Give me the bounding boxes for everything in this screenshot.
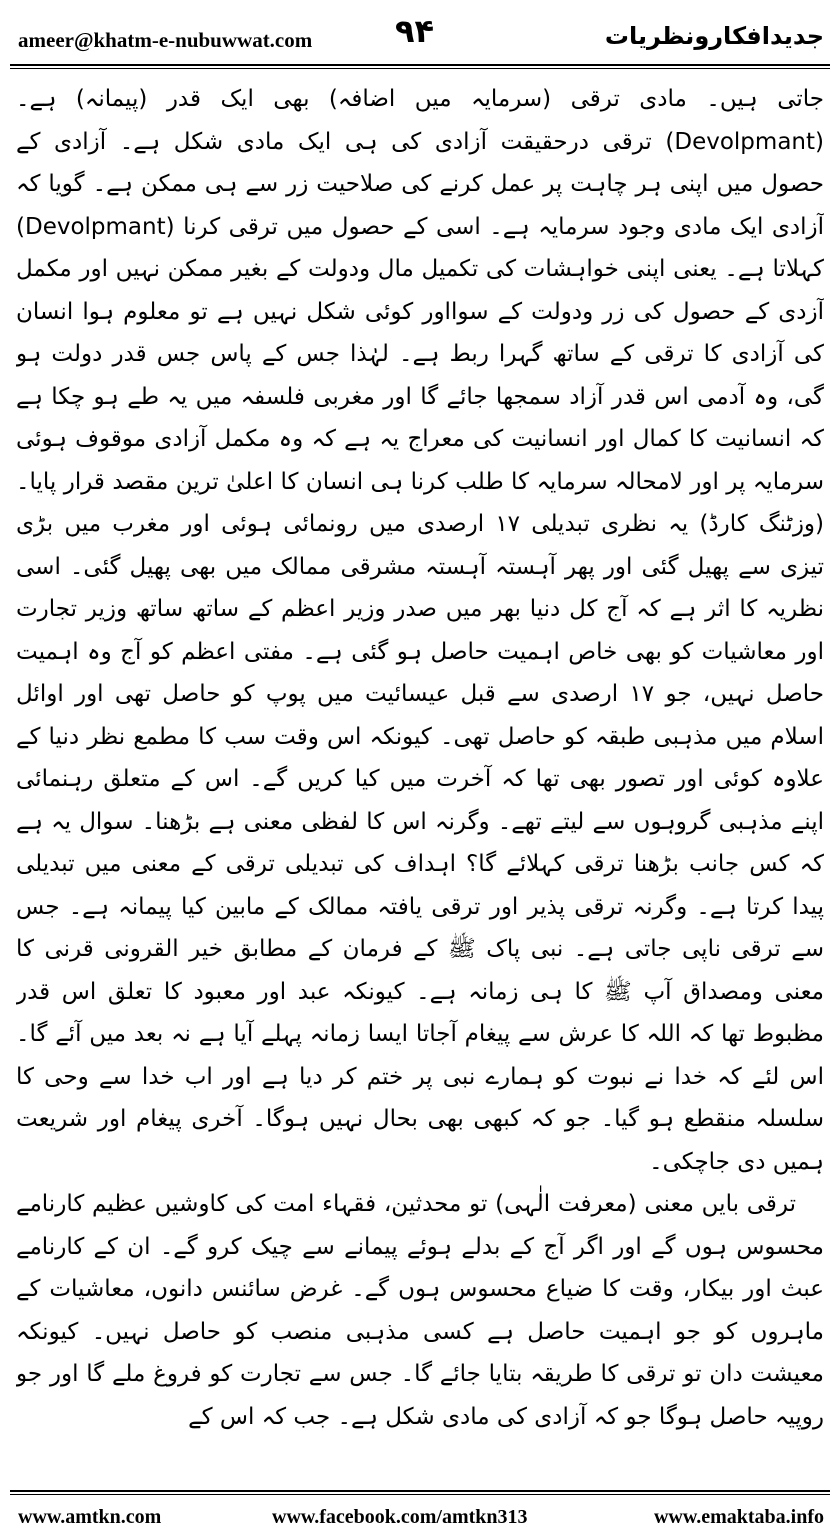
page-number: ۹۴ [395,12,435,50]
page-header [10,8,830,68]
footer-link-amtkn[interactable]: www.amtkn.com [18,1506,162,1528]
header-email[interactable]: ameer@khatm-e-nubuwwat.com [18,28,313,52]
footer-link-emaktaba[interactable]: www.emaktaba.info [653,1506,824,1528]
footer-link-facebook[interactable]: www.facebook.com/amtkn313 [272,1506,528,1528]
page-footer [10,1502,830,1532]
header-divider [10,64,830,69]
page-body [16,78,824,1482]
footer-divider [10,1490,830,1495]
book-title: جدیدافکارونظریات [604,22,824,50]
paragraph-1: جاتی ہیں۔ مادی ترقی (سرمایہ میں اضافہ) بھی ایک قدر (پیمانہ) ہے۔(Devolpmant) ترقی درحقیقت آزادی کی ہی ایک مادی شکل ہے۔ آزادی کے حصول میں اپنی ہر چاہت پر عمل کرنے کی صلاحیت زر سے ہی ممکن ہے۔ گویا کہ آزادی ایک مادی وجود سرمایہ ہے۔ اسی کے حصول میں ترقی کرنا (Devolpmant) کہلاتا ہے۔ یعنی اپنی خواہشات کی تکمیل مال ودولت کے بغیر ممکن نہیں اور مکمل آزدی کے حصول کی زر ودولت کے سوااور کوئی شکل نہیں ہے تو معلوم ہوا انسان کی آزادی کا ترقی کے ساتھ گہرا ربط ہے۔ لہٰذا جس کے پاس جس قدر دولت ہو گی، وہ آدمی اس قدر آزاد سمجھا جائے گا اور مغربی فلسفہ میں یہ طے ہو چکا ہے کہ انسانیت کا کمال اور انسانیت کی معراج یہ ہے کہ وہ مکمل آزادی موقوف ہوئی سرمایہ پر اور لامحالہ سرمایہ کا طلب کرنا ہی انسان کا اعلیٰ ترین مقصد قرار پایا۔ (وزٹنگ کارڈ) یہ نظری تبدیلی ۱۷ ارصدی میں رونمائی ہوئی اور مغرب میں بڑی تیزی سے پھیل گئی اور پھر آہستہ آہستہ مشرقی ممالک میں بھی پھیل گئی۔ اسی نظریہ کا اثر ہے کہ آج کل دنیا بھر میں صدر وزیر اعظم کے ساتھ ساتھ وزیر تجارت اور معاشیات کو بھی خاص اہمیت حاصل ہو گئی ہے۔ مفتی اعظم کو آج وہ اہمیت حاصل نہیں، جو ۱۷ ارصدی سے قبل عیسائیت میں پوپ کو حاصل تھی اور اوائل اسلام میں مذہبی طبقہ کو حاصل تھی۔ کیونکہ اس وقت سب کا مطمع نظر دنیا کے علاوہ کوئی اور تصور بھی تھا کہ آخرت میں کیا کریں گے۔ اس کے متعلق رہنمائی اپنے مذہبی گروہوں سے لیتے تھے۔ وگرنہ اس کا لفظی معنی ہے بڑھنا۔ سوال یہ ہے کہ کس جانب بڑھنا ترقی کہلائے گا؟ اہداف کی تبدیلی ترقی کے معنی میں تبدیلی پیدا کرتا ہے۔ وگرنہ ترقی پذیر اور ترقی یافتہ ممالک کے مابین کیا پیمانہ ہے۔ جس سے ترقی ناپی جاتی ہے۔ نبی پاک ﷺ کے فرمان کے مطابق خیر القرونی قرنی کا معنی ومصداق آپ ﷺ کا ہی زمانہ ہے۔ کیونکہ عبد اور معبود کا تعلق اس قدر مظبوط تھا کہ اللہ کا عرش سے پیغام آجاتا ایسا زمانہ پہلے آیا ہے نہ بعد میں آئے گا۔ اس لئے کہ خدا نے نبوت کو ہمارے نبی پر ختم کر دیا ہے اور اب خدا سے وحی کا سلسلہ منقطع ہو گیا۔ جو کہ کبھی بھی بحال نہیں ہوگا۔ آخری پیغام اور شریعت ہمیں دی جاچکی۔ [16,86,824,1175]
paragraph-2: ترقی بایں معنی (معرفت الٰہی) تو محدثین، فقہاء امت کی کاوشیں عظیم کارنامے محسوس ہوں گے اور اگر آج کے بدلے ہوئے پیمانے سے چیک کرو گے۔ ان کے کارنامے عبث اور بیکار، وقت کا ضیاع محسوس ہوں گے۔ غرض سائنس دانوں، معاشیات کے ماہروں کو جو اہمیت حاصل ہے کسی مذہبی منصب کو حاصل نہیں۔ کیونکہ معیشت دان تو ترقی کا طریقہ بتایا جائے گا۔ جس سے تجارت کو فروغ ملے گا اور جو روپیہ حاصل ہوگا جو کہ آزادی کی مادی شکل ہے۔ جب کہ اس کے [16,1191,824,1430]
